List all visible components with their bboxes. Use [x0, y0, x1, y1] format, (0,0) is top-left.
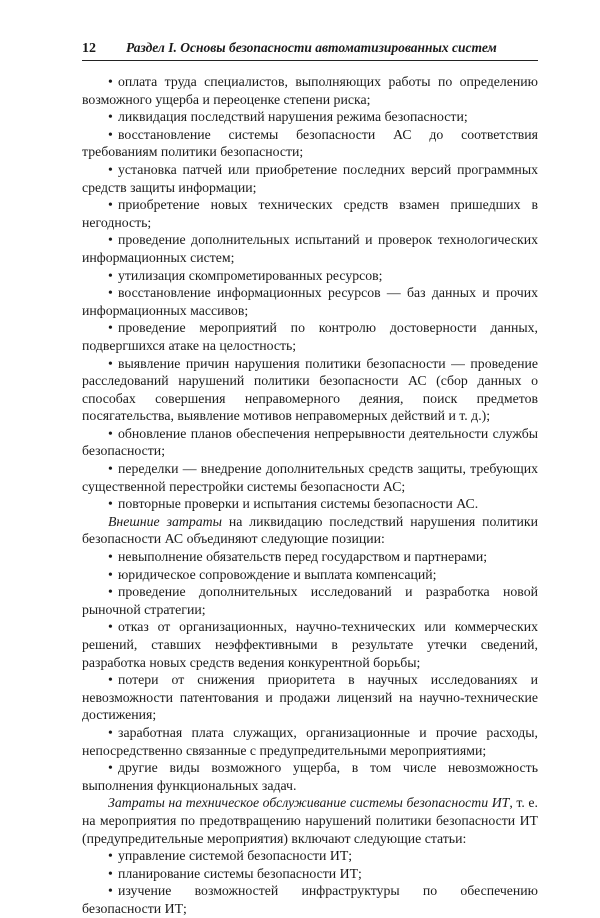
list-item — [82, 882, 538, 917]
external-costs-text: на ликвидацию последствий нарушения политики безопасности АС объединяют следующие позиции: — [82, 513, 538, 547]
list-item-text: повторные проверки и испытания системы безопасности АС. — [118, 496, 479, 512]
page-number: 12 — [82, 41, 96, 56]
list-item-text: приобретение новых технических средств взамен пришедших в негодность; — [82, 197, 538, 230]
bullet-list-internal-costs — [82, 73, 538, 513]
list-item-text: юридическое сопровождение и выплата компенсаций; — [118, 566, 437, 582]
list-item-text: выявление причин нарушения политики безопасности — проведение расследований нарушений политики безопасности АС (сбор данных о способах совершения неправомерного деяния, поиск предметов посягательства, выявление мотивов неправомерных действий и т. д.); — [82, 355, 538, 424]
maintenance-costs-text: , т. е. на мероприятия по предотвращению нарушений политики безопасности ИТ (предупредительные мероприятия) включают следующие статьи: — [82, 795, 538, 846]
bullet-list-external-costs — [82, 548, 538, 794]
maintenance-costs-term: Затраты на техническое обслуживание системы безопасности ИТ — [108, 795, 510, 811]
list-item — [82, 460, 538, 495]
list-item-text: отказ от организационных, научно-технических или коммерческих решений, ставших неэффективными в результате утечки сведений, разработка новых средств ведения конкурентной борьбы; — [82, 619, 538, 670]
list-item — [82, 126, 538, 161]
bullet-icon: • — [108, 320, 113, 336]
list-item — [82, 671, 538, 724]
bullet-icon: • — [108, 496, 113, 512]
list-item — [82, 618, 538, 671]
list-item — [82, 566, 538, 584]
list-item-text: проведение дополнительных исследований и разработка новой рыночной стратегии; — [82, 584, 538, 617]
bullet-icon: • — [108, 161, 113, 177]
list-item-text: изучение возможностей инфраструктуры по обеспечению безопасности ИТ; — [82, 883, 538, 916]
bullet-icon: • — [108, 672, 113, 688]
list-item — [82, 196, 538, 231]
list-item — [82, 865, 538, 883]
list-item-text: другие виды возможного ущерба, в том числе невозможность выполнения функциональных задач. — [82, 760, 538, 793]
bullet-icon: • — [108, 109, 113, 125]
list-item-text: обновление планов обеспечения непрерывности деятельности службы безопасности; — [82, 425, 538, 459]
list-item-text: восстановление информационных ресурсов — баз данных и прочих информационных массивов; — [82, 285, 538, 318]
bullet-icon: • — [108, 425, 113, 441]
list-item — [82, 724, 538, 759]
bullet-icon: • — [108, 865, 113, 881]
list-item-text: невыполнение обязательств перед государством и партнерами; — [118, 549, 488, 565]
list-item-text: проведение дополнительных испытаний и проверок технологических информационных систем; — [82, 232, 538, 265]
list-item-text: ликвидация последствий нарушения режима безопасности; — [118, 109, 468, 125]
bullet-icon: • — [108, 619, 113, 635]
list-item — [82, 73, 538, 108]
running-title: Раздел I. Основы безопасности автоматизированных систем — [126, 40, 497, 55]
list-item-text: проведение мероприятий по контролю достоверности данных, подвергшихся атаке на целостность; — [82, 320, 538, 353]
list-item-text: планирование системы безопасности ИТ; — [118, 865, 362, 881]
bullet-icon: • — [108, 566, 113, 582]
list-item — [82, 847, 538, 865]
list-item-text: установка патчей или приобретение последних версий программных средств защиты информации; — [82, 161, 538, 195]
bullet-icon: • — [108, 848, 113, 864]
list-item-text: управление системой безопасности ИТ; — [118, 848, 353, 864]
list-item-text: утилизация скомпрометированных ресурсов; — [118, 267, 383, 283]
bullet-icon: • — [108, 549, 113, 565]
running-header — [82, 40, 538, 61]
bullet-icon: • — [108, 197, 113, 213]
list-item-text: оплата труда специалистов, выполняющих работы по определению возможного ущерба и переоценке степени риска; — [82, 74, 538, 107]
list-item — [82, 284, 538, 319]
list-item — [82, 583, 538, 618]
bullet-icon: • — [108, 760, 113, 776]
external-costs-paragraph — [82, 513, 538, 548]
list-item — [82, 759, 538, 794]
bullet-icon: • — [108, 355, 113, 371]
bullet-icon: • — [108, 232, 113, 248]
list-item — [82, 319, 538, 354]
bullet-icon: • — [108, 724, 113, 740]
list-item — [82, 495, 538, 513]
list-item — [82, 355, 538, 425]
list-item-text: переделки — внедрение дополнительных средств защиты, требующих существенной перестройки системы безопасности АС; — [82, 461, 538, 494]
list-item — [82, 108, 538, 126]
bullet-icon: • — [108, 267, 113, 283]
bullet-icon: • — [108, 584, 113, 600]
list-item — [82, 267, 538, 285]
list-item-text: восстановление системы безопасности АС до соответствия требованиям политики безопасности; — [82, 126, 538, 160]
list-item — [82, 161, 538, 196]
bullet-icon: • — [108, 285, 113, 301]
list-item-text: потери от снижения приоритета в научных исследованиях и невозможности патентования и продажи лицензий на научно-технические достижения; — [82, 672, 538, 723]
bullet-icon: • — [108, 461, 113, 477]
body-text — [82, 73, 538, 918]
list-item — [82, 231, 538, 266]
bullet-icon: • — [108, 883, 113, 899]
external-costs-term: Внешние затраты — [108, 513, 222, 529]
bullet-list-maintenance-costs — [82, 847, 538, 917]
list-item — [82, 548, 538, 566]
list-item — [82, 425, 538, 460]
bullet-icon: • — [108, 126, 113, 142]
list-item-text: заработная плата служащих, организационные и прочие расходы, непосредственно связанные с предупредительными мероприятиями; — [82, 724, 538, 758]
maintenance-costs-paragraph — [82, 794, 538, 847]
bullet-icon: • — [108, 74, 113, 89]
